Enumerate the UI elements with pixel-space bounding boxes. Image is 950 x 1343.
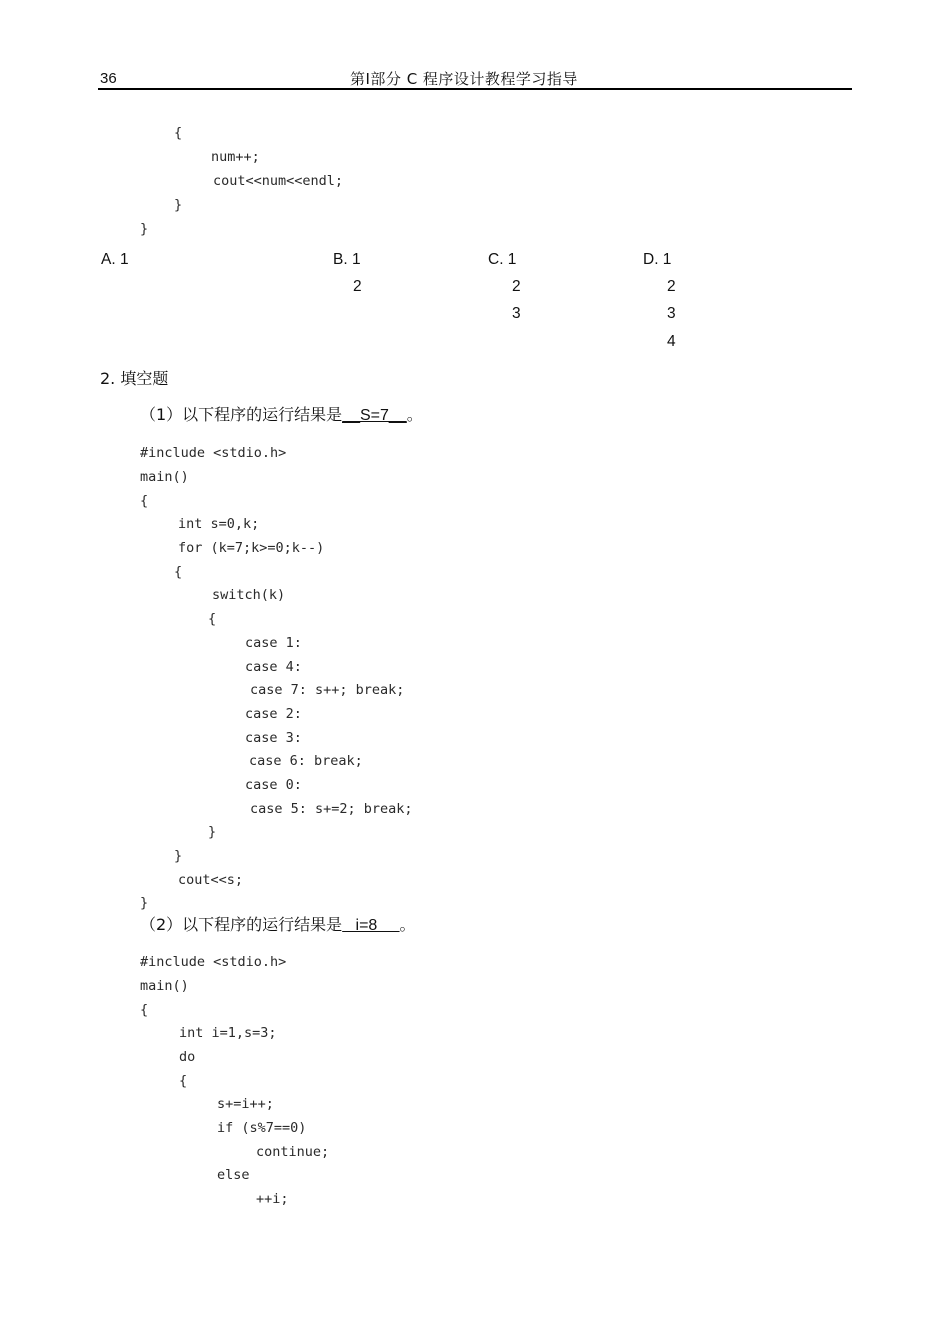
question-2-answer: i=8 [342,917,400,934]
code-line: case 4: [245,659,302,675]
code-line: { [140,493,149,509]
page-number: 36 [100,70,117,87]
code-line: s+=i++; [217,1096,274,1112]
code-line: #include <stdio.h> [140,954,287,970]
option-c-line: 3 [512,305,521,322]
code-line: { [174,564,183,580]
option-b-line: B. 1 [333,251,361,268]
code-line: num++; [211,149,260,165]
code-line: cout<<s; [178,872,244,888]
code-line: switch(k) [212,587,286,603]
option-d-line: 3 [667,305,676,322]
code-line: case 0: [245,777,302,793]
code-line: case 5: s+=2; break; [250,801,413,817]
code-line: } [140,895,149,911]
header-rule [98,88,852,90]
code-line: #include <stdio.h> [140,445,287,461]
option-a-line: A. 1 [101,251,129,268]
code-line: } [140,221,149,237]
option-d-line: 4 [667,333,676,350]
code-line: { [179,1073,188,1089]
option-c-line: 2 [512,278,521,295]
code-line: int i=1,s=3; [179,1025,277,1041]
code-line: do [179,1049,196,1065]
code-line: main() [140,978,189,994]
option-c-line: C. 1 [488,251,517,268]
code-line: { [208,611,217,627]
running-header-title: 第Ⅰ部分 C 程序设计教程学习指导 [350,70,578,88]
question-1 [140,402,423,425]
code-line: main() [140,469,189,485]
code-line: } [174,848,183,864]
question-2-suffix: 。 [399,915,416,934]
code-line: } [208,824,217,840]
option-d-line: D. 1 [643,251,672,268]
section-heading: 2. 填空题 [100,369,169,388]
code-line: case 1: [245,635,302,651]
code-line: { [174,125,183,141]
code-line: else [217,1167,250,1183]
question-2-prompt: （2）以下程序的运行结果是 [140,915,343,934]
question-1-prompt: （1）以下程序的运行结果是 [140,405,343,424]
option-b-line: 2 [353,278,362,295]
code-line: case 2: [245,706,302,722]
question-2 [140,912,416,935]
question-1-answer: __S=7__ [342,407,407,424]
code-line: for (k=7;k>=0;k--) [178,540,325,556]
code-line: continue; [256,1144,330,1160]
question-1-suffix: 。 [406,405,423,424]
code-line: { [140,1002,149,1018]
code-line: ++i; [256,1191,289,1207]
code-line: } [174,197,183,213]
code-line: if (s%7==0) [217,1120,307,1136]
code-line: int s=0,k; [178,516,260,532]
code-line: case 6: break; [249,753,363,769]
code-line: case 7: s++; break; [250,682,405,698]
code-line: case 3: [245,730,302,746]
option-d-line: 2 [667,278,676,295]
code-line: cout<<num<<endl; [213,173,344,189]
